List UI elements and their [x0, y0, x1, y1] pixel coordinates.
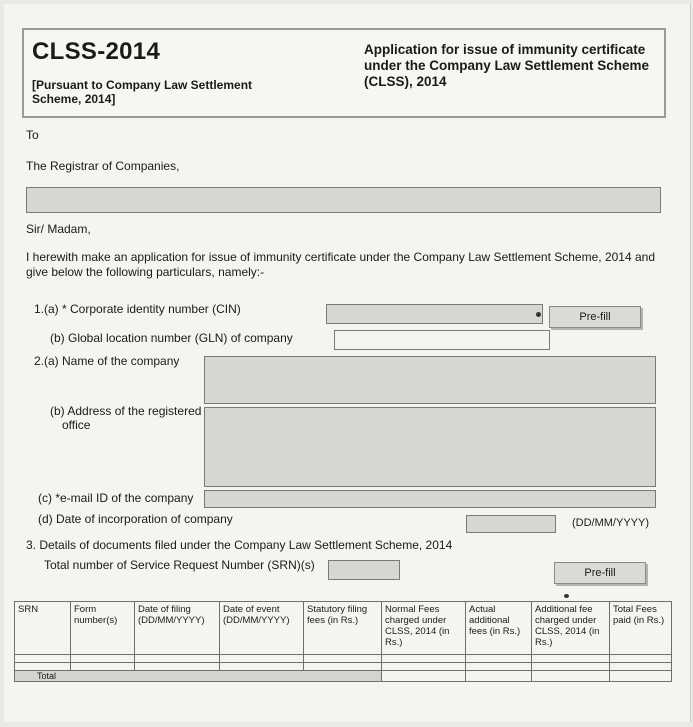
- table-cell[interactable]: [382, 655, 466, 663]
- srn-count-input[interactable]: [328, 560, 400, 580]
- prefill-cin-button[interactable]: Pre-fill: [549, 306, 641, 328]
- address-label: (b) Address of the registered: [50, 404, 202, 418]
- table-total-row: [15, 671, 672, 682]
- pursuant-note: [Pursuant to Company Law Settlement Scheme, 2014]: [32, 78, 253, 106]
- gln-label: (b) Global location number (GLN) of company: [50, 331, 293, 345]
- table-cell[interactable]: [304, 663, 382, 671]
- table-cell[interactable]: [466, 655, 532, 663]
- ink-mark: [536, 312, 541, 317]
- col-header: Normal Fees charged under CLSS, 2014 (in Rs.): [382, 602, 466, 655]
- cin-label: 1.(a) * Corporate identity number (CIN): [34, 302, 241, 316]
- ink-mark: [564, 594, 569, 598]
- company-name-label: 2.(a) Name of the company: [34, 354, 180, 368]
- total-label: Total: [15, 671, 382, 682]
- table-row: [15, 655, 672, 663]
- form-code: CLSS-2014: [32, 38, 161, 65]
- table-cell[interactable]: [382, 663, 466, 671]
- to-label: To: [26, 128, 39, 142]
- incorporation-date-input[interactable]: [466, 515, 556, 533]
- col-header: SRN: [15, 602, 71, 655]
- col-header: Date of filing (DD/MM/YYYY): [135, 602, 220, 655]
- table-cell[interactable]: [15, 655, 71, 663]
- registrar-label: The Registrar of Companies,: [26, 159, 180, 173]
- table-cell[interactable]: [71, 663, 135, 671]
- table-cell[interactable]: [135, 655, 220, 663]
- table-cell[interactable]: [135, 663, 220, 671]
- company-name-input[interactable]: [204, 356, 656, 404]
- form-header: [22, 28, 666, 118]
- email-label: (c) *e-mail ID of the company: [38, 491, 194, 505]
- table-cell[interactable]: [382, 671, 466, 682]
- srn-details-table: [14, 601, 672, 682]
- table-cell[interactable]: [610, 663, 672, 671]
- col-header: Date of event (DD/MM/YYYY): [220, 602, 304, 655]
- intro-paragraph: I herewith make an application for issue of immunity certificate under the Company Law Settlement Scheme, 2014 and give below the following particulars, namely:-: [26, 250, 655, 279]
- incorporation-date-label: (d) Date of incorporation of company: [38, 512, 233, 526]
- srn-count-label: Total number of Service Request Number (SRN)(s): [44, 558, 315, 572]
- form-page: [4, 4, 691, 722]
- table-cell[interactable]: [220, 663, 304, 671]
- address-label-office: office: [62, 418, 91, 432]
- registrar-field[interactable]: [26, 187, 661, 213]
- registered-address-input[interactable]: [204, 407, 656, 487]
- application-title: Application for issue of immunity certificate under the Company Law Settlement Scheme (CLSS), 2014: [364, 42, 650, 89]
- cin-input[interactable]: [326, 304, 543, 324]
- table-cell[interactable]: [532, 655, 610, 663]
- date-format-hint: (DD/MM/YYYY): [572, 517, 649, 529]
- table-row: [15, 663, 672, 671]
- table-cell[interactable]: [466, 663, 532, 671]
- table-cell[interactable]: [466, 671, 532, 682]
- col-header: Additional fee charged under CLSS, 2014 (in Rs.): [532, 602, 610, 655]
- col-header: Form number(s): [71, 602, 135, 655]
- table-cell[interactable]: [220, 655, 304, 663]
- table-cell[interactable]: [532, 663, 610, 671]
- email-input[interactable]: [204, 490, 656, 508]
- table-cell[interactable]: [71, 655, 135, 663]
- table-cell[interactable]: [610, 671, 672, 682]
- documents-section-label: 3. Details of documents filed under the Company Law Settlement Scheme, 2014: [26, 538, 453, 552]
- table-header-row: [15, 602, 672, 655]
- table-cell[interactable]: [304, 655, 382, 663]
- prefill-srn-button[interactable]: Pre-fill: [554, 562, 646, 584]
- col-header: Actual additional fees (in Rs.): [466, 602, 532, 655]
- col-header: Total Fees paid (in Rs.): [610, 602, 672, 655]
- table-cell[interactable]: [532, 671, 610, 682]
- salutation: Sir/ Madam,: [26, 222, 91, 236]
- table-cell[interactable]: [610, 655, 672, 663]
- col-header: Statutory filing fees (in Rs.): [304, 602, 382, 655]
- table-cell[interactable]: [15, 663, 71, 671]
- gln-input[interactable]: [334, 330, 550, 350]
